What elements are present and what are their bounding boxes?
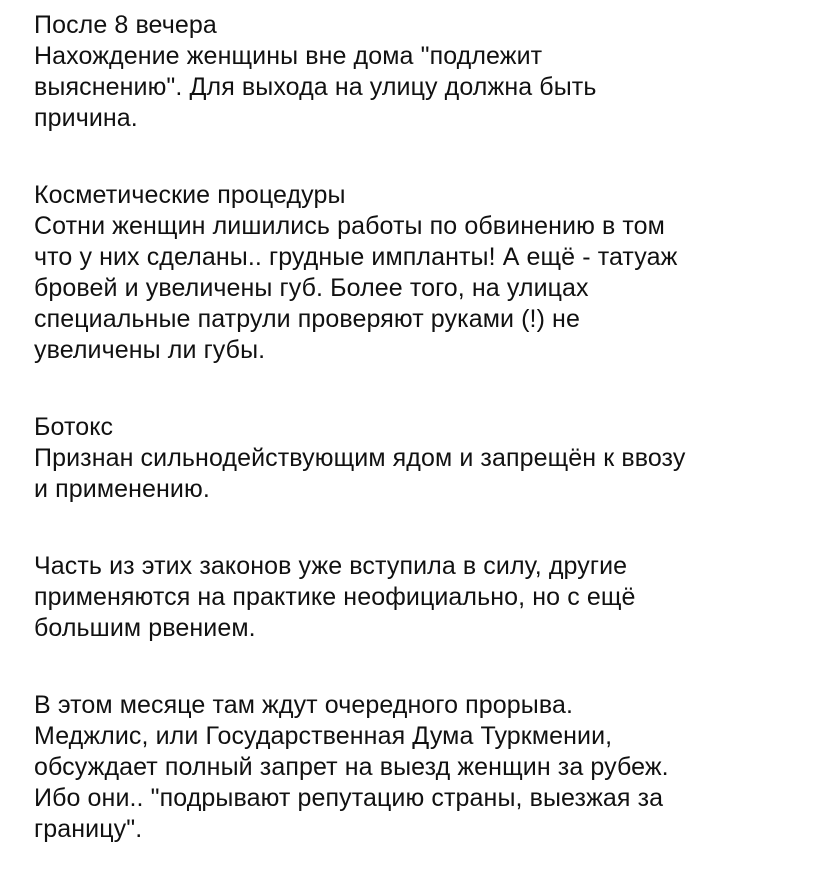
paragraph-spacer [34,366,800,412]
section-after-8pm [34,10,800,134]
body-line: применяются на практике неофициально, но с ещё [34,583,636,611]
body-line: причина. [34,104,138,132]
body-line: Нахождение женщины вне дома "подлежит [34,42,543,70]
section-heading: Ботокс [34,413,114,441]
section-botox [34,412,800,505]
section-heading: Косметические процедуры [34,181,346,209]
body-line: границу". [34,815,143,843]
section-this-month [34,690,800,845]
body-line: выяснению". Для выхода на улицу должна быть [34,73,597,101]
body-line: Часть из этих законов уже вступила в силу, другие [34,552,628,580]
section-laws-status [34,551,800,644]
section-cosmetic-procedures [34,180,800,366]
body-line: В этом месяце там ждут очередного прорыва. [34,691,573,719]
paragraph-spacer [34,134,800,180]
body-line: специальные патрули проверяют руками (!) не [34,305,580,333]
body-line: большим рвением. [34,614,256,642]
body-line: что у них сделаны.. грудные импланты! А ещё - татуаж [34,243,678,271]
body-line: Ибо они.. "подрывают репутацию страны, выезжая за [34,784,664,812]
paragraph-spacer [34,505,800,551]
body-line: бровей и увеличены губ. Более того, на улицах [34,274,589,302]
paragraph-spacer [34,644,800,690]
section-heading: После 8 вечера [34,11,217,39]
body-line: увеличены ли губы. [34,336,266,364]
body-line: обсуждает полный запрет на выезд женщин за рубеж. [34,753,669,781]
body-line: и применению. [34,475,210,503]
body-line: Признан сильнодействующим ядом и запрещён к ввозу [34,444,686,472]
body-line: Сотни женщин лишились работы по обвинению в том [34,212,665,240]
body-line: Меджлис, или Государственная Дума Туркмении, [34,722,613,750]
